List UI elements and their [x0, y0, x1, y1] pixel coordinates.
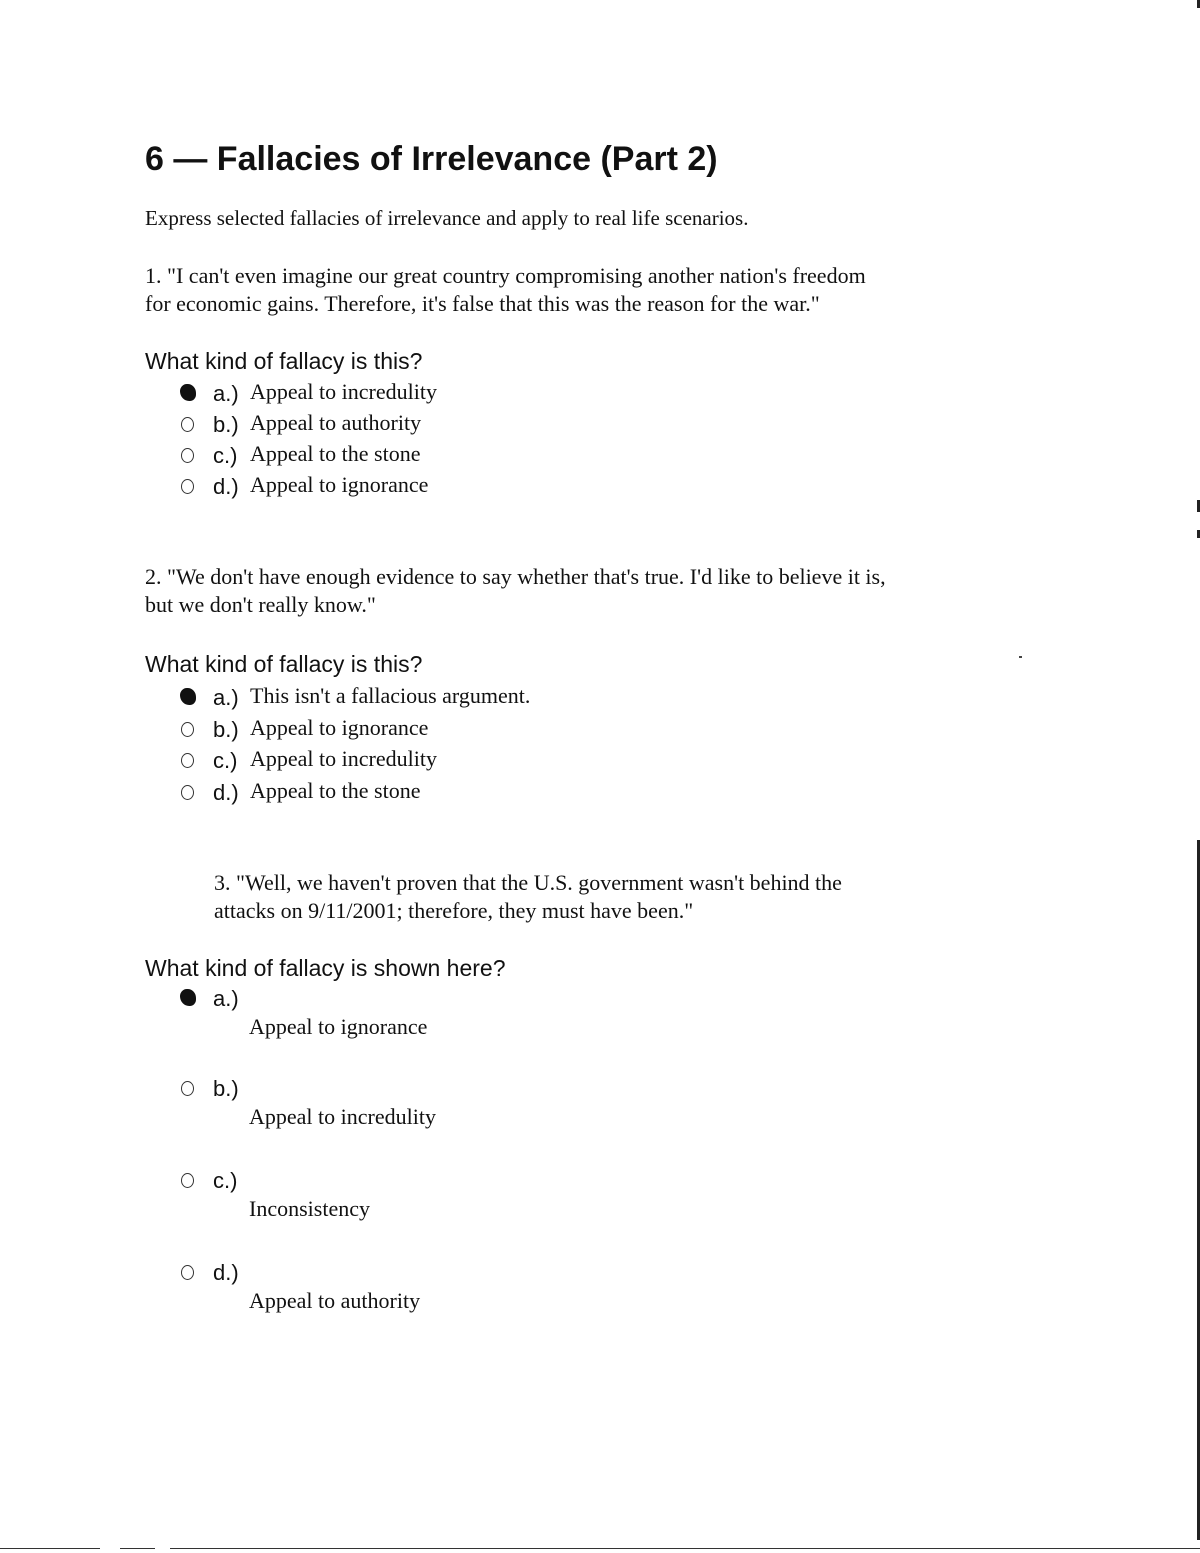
radio-empty-icon[interactable]	[181, 417, 194, 432]
option-letter: c.)	[213, 1168, 238, 1193]
question-2-stem	[145, 563, 886, 619]
option-letter: c.)	[213, 443, 238, 468]
question-2-stem-line-2: but we don't really know."	[145, 592, 376, 617]
question-1-stem-line-1: 1. "I can't even imagine our great country compromising another nation's freedom	[145, 263, 866, 288]
option-label: Appeal to the stone	[250, 778, 421, 803]
page-subtitle: Express selected fallacies of irrelevance and apply to real life scenarios.	[145, 206, 749, 230]
option-label: Inconsistency	[249, 1196, 370, 1221]
radio-empty-icon[interactable]	[181, 1173, 194, 1188]
scan-edge-bottom-dash	[120, 1548, 155, 1549]
question-1-stem	[145, 262, 866, 318]
option-label: Appeal to the stone	[250, 441, 421, 466]
option-letter: b.)	[213, 717, 239, 742]
option-letter: b.)	[213, 412, 239, 437]
option-label: Appeal to incredulity	[250, 379, 437, 404]
radio-empty-icon[interactable]	[181, 753, 194, 768]
radio-empty-icon[interactable]	[181, 448, 194, 463]
option-letter: c.)	[213, 748, 238, 773]
radio-empty-icon[interactable]	[181, 785, 194, 800]
radio-selected-icon[interactable]	[180, 688, 196, 705]
question-3-stem-line-1: 3. "Well, we haven't proven that the U.S. government wasn't behind the	[214, 870, 842, 895]
option-label: Appeal to authority	[250, 410, 422, 435]
option-label: Appeal to authority	[249, 1288, 421, 1313]
option-label: This isn't a fallacious argument.	[250, 683, 531, 708]
radio-selected-icon[interactable]	[180, 384, 196, 401]
option-label: Appeal to incredulity	[250, 746, 437, 771]
option-label: Appeal to ignorance	[250, 715, 429, 740]
question-3-prompt: What kind of fallacy is shown here?	[145, 955, 506, 981]
scan-edge-bottom-left	[0, 1548, 100, 1549]
option-letter: a.)	[213, 986, 239, 1011]
question-1-prompt: What kind of fallacy is this?	[145, 348, 423, 374]
radio-empty-icon[interactable]	[181, 1081, 194, 1096]
option-letter: b.)	[213, 1076, 239, 1101]
question-3-stem-line-2: attacks on 9/11/2001; therefore, they must have been."	[214, 898, 694, 923]
question-2-stem-line-1: 2. "We don't have enough evidence to say whether that's true. I'd like to believe it is,	[145, 564, 886, 589]
question-1-stem-line-2: for economic gains. Therefore, it's false that this was the reason for the war."	[145, 291, 820, 316]
option-letter: d.)	[213, 1260, 239, 1285]
option-label: Appeal to ignorance	[250, 472, 429, 497]
option-letter: d.)	[213, 780, 239, 805]
scan-edge-bottom	[170, 1548, 1200, 1549]
page-title: 6 — Fallacies of Irrelevance (Part 2)	[145, 140, 718, 178]
radio-empty-icon[interactable]	[181, 1265, 194, 1280]
radio-selected-icon[interactable]	[180, 989, 196, 1006]
option-letter: a.)	[213, 381, 239, 406]
question-3-stem	[214, 869, 842, 925]
option-label: Appeal to incredulity	[249, 1104, 436, 1129]
radio-empty-icon[interactable]	[181, 722, 194, 737]
scan-edge-right	[1196, 0, 1200, 1553]
scan-speck	[1019, 656, 1022, 658]
option-label: Appeal to ignorance	[249, 1014, 428, 1039]
option-letter: d.)	[213, 474, 239, 499]
option-letter: a.)	[213, 685, 239, 710]
radio-empty-icon[interactable]	[181, 479, 194, 494]
question-2-prompt: What kind of fallacy is this?	[145, 651, 423, 677]
